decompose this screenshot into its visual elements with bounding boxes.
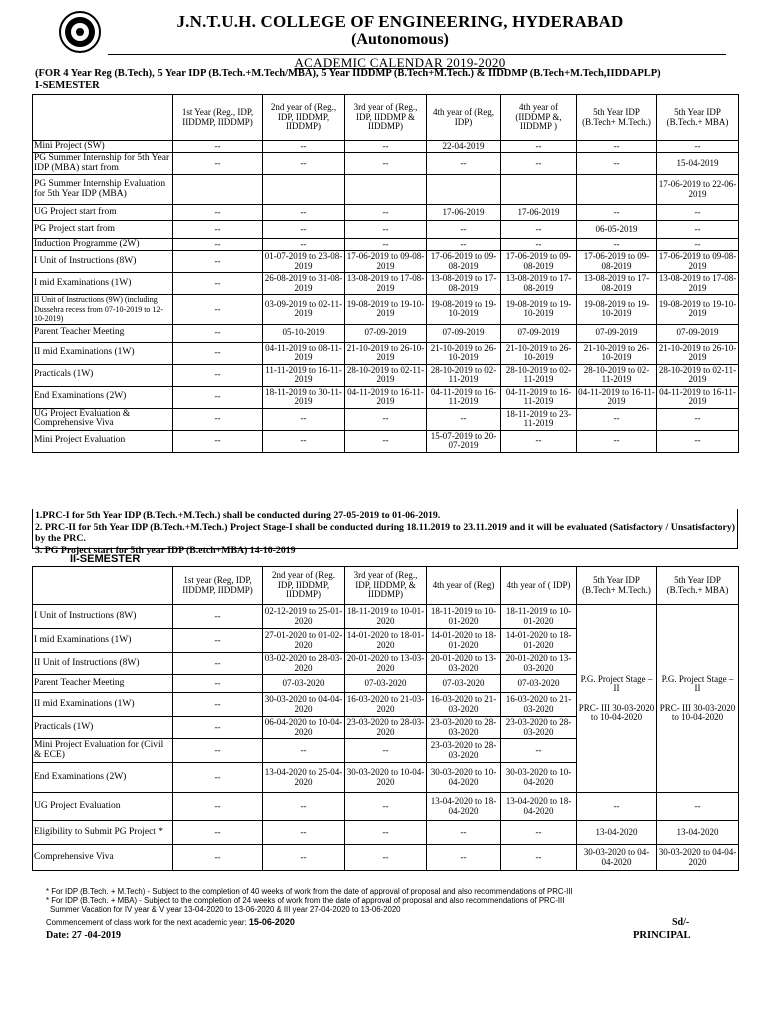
table-cell: -- [501,141,577,153]
table-cell: 03-02-2020 to 28-03-2020 [263,653,345,675]
table-row [33,239,739,251]
table-cell: 27-01-2020 to 01-02-2020 [263,629,345,653]
table-row [33,605,739,629]
table-row [33,342,739,364]
table-cell: 11-11-2019 to 16-11-2019 [263,364,345,386]
table-cell: -- [173,821,263,845]
table-cell: -- [173,273,263,295]
table-cell: 14-01-2020 to 18-01-2020 [345,629,427,653]
table-cell: -- [345,408,427,430]
table-cell: 28-10-2019 to 02-11-2019 [657,364,739,386]
table-row [33,386,739,408]
sem2-header-6: 5th Year IDP (B.Tech+ M.Tech.) [577,567,657,605]
table-cell: 17-06-2019 to 09-08-2019 [501,251,577,273]
table-cell: -- [501,153,577,175]
table-cell: 19-08-2019 to 19-10-2019 [427,295,501,325]
table-cell: -- [577,205,657,221]
table-cell: 30-03-2020 to 10-04-2020 [427,763,501,793]
table-cell: -- [657,408,739,430]
college-name: J.N.T.U.H. COLLEGE OF ENGINEERING, HYDERABAD [176,12,624,31]
footnote-2: * For IDP (B.Tech. + MBA) - Subject to the completion of 24 weeks of work from the date of approval of proposal and also recommendations of PRC-III [46,896,565,905]
table-cell: 13-08-2019 to 17-08-2019 [345,273,427,295]
table-cell: -- [173,239,263,251]
table-row [33,408,739,430]
table-cell: 26-08-2019 to 31-08-2019 [263,273,345,295]
table-cell: 04-11-2019 to 16-11-2019 [501,386,577,408]
table-cell: -- [263,221,345,239]
table-cell: -- [173,141,263,153]
table-cell: -- [173,221,263,239]
table-cell: -- [173,205,263,221]
table-cell: -- [173,629,263,653]
sem2-header-3: 3rd year of (Reg., IDP, IIDDMP, & IIDDMP) [345,567,427,605]
note-2: 2. PRC-II for 5th Year IDP (B.Tech.+M.Tech.) Project Stage-I shall be conducted during 18.11.2019 to 23.11.2019 and it will be evaluated (Satisfactory / Unsatisfactory) by the PRC. [35,521,735,544]
table-cell: 15-04-2019 [657,153,739,175]
table-cell: 04-11-2019 to 08-11-2019 [263,342,345,364]
table-cell: 04-11-2019 to 16-11-2019 [345,386,427,408]
sem1-header-6: 5th Year IDP (B.Tech+ M.Tech.) [577,95,657,141]
sem1-table [32,94,739,453]
row-label: Mini Project (SW) [33,141,173,153]
table-cell: 19-08-2019 to 19-10-2019 [501,295,577,325]
table-cell: -- [173,717,263,739]
table-cell: 16-03-2020 to 21-03-2020 [501,693,577,717]
table-cell: -- [427,821,501,845]
table-cell: 07-03-2020 [263,675,345,693]
table-cell: -- [501,239,577,251]
table-cell: 13-04-2020 to 25-04-2020 [263,763,345,793]
table-cell: -- [173,653,263,675]
table-cell: 21-10-2019 to 26-10-2019 [657,342,739,364]
table-cell: 17-06-2019 [427,205,501,221]
table-cell: 19-08-2019 to 19-10-2019 [577,295,657,325]
sem2-table [32,566,739,871]
table-cell [263,175,345,205]
table-cell: 18-11-2019 to 10-01-2020 [345,605,427,629]
table-cell: 07-03-2020 [427,675,501,693]
sem2-header-0 [33,567,173,605]
college-logo-icon [58,10,102,54]
row-label: II Unit of Instructions (9W) (including Dussehra recess from 07-10-2019 to 12-10-2019) [33,295,173,325]
table-cell: 23-03-2020 to 28-03-2020 [345,717,427,739]
table-cell: -- [263,408,345,430]
sem1-notes [32,509,738,556]
table-cell: -- [501,221,577,239]
pg-project-stage-cell [657,605,739,793]
table-cell: -- [345,821,427,845]
table-cell: -- [173,251,263,273]
table-cell: -- [657,793,739,821]
table-cell: 01-07-2019 to 23-08-2019 [263,251,345,273]
table-cell: 18-11-2019 to 10-01-2020 [501,605,577,629]
table-cell: -- [345,239,427,251]
sem1-header-0 [33,95,173,141]
table-cell: 17-06-2019 to 09-08-2019 [657,251,739,273]
table-cell: -- [577,141,657,153]
row-label: II mid Examinations (1W) [33,693,173,717]
table-cell: 07-03-2020 [345,675,427,693]
sem2-header-5: 4th year of ( IDP) [501,567,577,605]
row-label: Induction Programme (2W) [33,239,173,251]
table-cell: 13-08-2019 to 17-08-2019 [577,273,657,295]
table-cell: -- [173,153,263,175]
table-row [33,205,739,221]
table-cell: 13-04-2020 [577,821,657,845]
table-cell: -- [657,430,739,452]
table-cell: -- [263,739,345,763]
table-row [33,845,739,871]
row-label: PG Summer Internship Evaluation for 5th Year IDP (MBA) [33,175,173,205]
row-label: End Examinations (2W) [33,763,173,793]
sem1-header-3: 3rd year of (Reg., IDP, IIDDMP & IIDDMP) [345,95,427,141]
table-cell: 30-03-2020 to 04-04-2020 [657,845,739,871]
note-1: 1.PRC-I for 5th Year IDP (B.Tech.+M.Tech.) shall be conducted during 27-05-2019 to 01-06-2019. [35,510,441,521]
sem2-header-2: 2nd year of (Reg. IDP, IIDDMP, IIDDMP) [263,567,345,605]
sem2-label: II-SEMESTER [70,553,141,565]
table-cell: 17-06-2019 to 09-08-2019 [427,251,501,273]
table-cell: -- [173,324,263,342]
note-3: 3. PG Project start for 5th year IDP (B.etch+MBA) 14-10-2019 [35,544,296,556]
table-cell: -- [263,239,345,251]
table-cell: 13-04-2020 to 18-04-2020 [501,793,577,821]
table-cell: 20-01-2020 to 13-03-2020 [501,653,577,675]
row-label: Practicals (1W) [33,717,173,739]
table-cell: 21-10-2019 to 26-10-2019 [427,342,501,364]
table-cell: -- [173,295,263,325]
row-label: PG Summer Internship for 5th Year IDP (MBA) start from [33,153,173,175]
table-cell: 07-09-2019 [345,324,427,342]
table-cell: 02-12-2019 to 25-01-2020 [263,605,345,629]
table-cell: 03-09-2019 to 02-11-2019 [263,295,345,325]
footnote-1: * For IDP (B.Tech. + M.Tech) - Subject to the completion of 40 weeks of work from the date of approval of proposal and also recommendations of PRC-III [46,887,573,896]
table-cell: 04-11-2019 to 16-11-2019 [657,386,739,408]
row-label: UG Project Evaluation [33,793,173,821]
table-cell: 21-10-2019 to 26-10-2019 [577,342,657,364]
table-row [33,221,739,239]
row-label: II Unit of Instructions (8W) [33,653,173,675]
table-cell: 28-10-2019 to 02-11-2019 [427,364,501,386]
autonomous-label: (Autonomous) [351,31,449,48]
issue-date: Date: 27 -04-2019 [46,930,121,941]
table-cell: -- [345,793,427,821]
table-cell: -- [577,430,657,452]
pg-project-stage-cell [577,605,657,793]
table-cell: 13-08-2019 to 17-08-2019 [427,273,501,295]
table-cell: -- [345,739,427,763]
row-label: Practicals (1W) [33,364,173,386]
table-cell: 17-06-2019 to 22-06-2019 [657,175,739,205]
row-label: II mid Examinations (1W) [33,342,173,364]
sem1-label: I-SEMESTER [35,80,100,91]
table-cell: 20-01-2020 to 13-03-2020 [427,653,501,675]
table-cell: -- [173,430,263,452]
sem1-header-7: 5th Year IDP (B.Tech.+ MBA) [657,95,739,141]
table-cell: -- [263,205,345,221]
table-cell: -- [501,845,577,871]
sem2-header-4: 4th year of (Reg) [427,567,501,605]
table-cell: -- [427,153,501,175]
table-cell: -- [657,205,739,221]
sem2-header-7: 5th Year IDP (B.Tech.+ MBA) [657,567,739,605]
table-cell: -- [263,793,345,821]
table-cell: -- [173,739,263,763]
table-cell: 13-04-2020 to 18-04-2020 [427,793,501,821]
table-cell: 23-03-2020 to 28-03-2020 [427,739,501,763]
footnote-3: Summer Vacation for IV year & V year 13-04-2020 to 13-06-2020 & III year 27-04-2020 to 13-06-2020 [50,905,401,914]
table-cell: -- [173,386,263,408]
table-cell: -- [263,430,345,452]
row-label: Parent Teacher Meeting [33,675,173,693]
sem1-header-2: 2nd year of (Reg., IDP, IIDDMP, IIDDMP) [263,95,345,141]
table-cell: -- [263,141,345,153]
table-cell: -- [657,141,739,153]
commencement-line [46,918,295,928]
table-cell: -- [173,845,263,871]
sem1-header-1: 1st Year (Reg., IDP, IIDDMP, IIDDMP) [173,95,263,141]
table-row [33,430,739,452]
table-cell: -- [173,763,263,793]
table-cell [501,175,577,205]
sem1-header-4: 4th year of (Reg, IDP) [427,95,501,141]
table-cell: -- [173,408,263,430]
table-cell: 07-09-2019 [657,324,739,342]
principal-label: PRINCIPAL [633,930,691,941]
table-cell: -- [427,221,501,239]
subtitle-text: (FOR 4 Year Reg (B.Tech), 5 Year IDP (B.Tech.+M.Tech/MBA), 5 Year IIDDMP (B.Tech+M.Tech.) & IIDDMP (B.Tech+M.Tech,IIDDAPLP) [35,68,661,79]
table-cell: 13-04-2020 [657,821,739,845]
table-row [33,364,739,386]
row-label: Mini Project Evaluation for (Civil & ECE) [33,739,173,763]
table-cell: -- [345,430,427,452]
pg-stage-label: P.G. Project Stage – II [580,673,653,693]
table-cell: 30-03-2020 to 10-04-2020 [345,763,427,793]
table-cell: 07-09-2019 [427,324,501,342]
table-cell: 05-10-2019 [263,324,345,342]
table-cell: 17-06-2019 to 09-08-2019 [577,251,657,273]
table-cell: -- [577,793,657,821]
table-cell: -- [263,821,345,845]
table-cell: 06-05-2019 [577,221,657,239]
table-cell [427,175,501,205]
row-label: I mid Examinations (1W) [33,629,173,653]
sem1-header-5: 4th year of (IIDDMP &, IIDDMP ) [501,95,577,141]
table-cell: -- [345,205,427,221]
row-label: I Unit of Instructions (8W) [33,251,173,273]
table-row [33,295,739,325]
table-cell: 30-03-2020 to 04-04-2020 [577,845,657,871]
table-cell: 28-10-2019 to 02-11-2019 [577,364,657,386]
table-cell: -- [501,430,577,452]
table-cell: 07-09-2019 [501,324,577,342]
table-cell: -- [173,364,263,386]
table-cell: -- [427,845,501,871]
commence-date: 15-06-2020 [248,917,295,927]
table-cell: 28-10-2019 to 02-11-2019 [501,364,577,386]
row-label: Mini Project Evaluation [33,430,173,452]
table-cell: 19-08-2019 to 19-10-2019 [345,295,427,325]
table-cell: 28-10-2019 to 02-11-2019 [345,364,427,386]
table-row [33,273,739,295]
table-cell [345,175,427,205]
table-cell: 14-01-2020 to 18-01-2020 [501,629,577,653]
commence-text: Commencement of class work for the next academic year: [46,918,249,927]
table-row [33,251,739,273]
table-cell: 04-11-2019 to 16-11-2019 [427,386,501,408]
row-label: Eligibility to Submit PG Project * [33,821,173,845]
table-cell: 07-09-2019 [577,324,657,342]
signed-mark: Sd/- [672,917,690,928]
table-cell: 18-11-2019 to 10-01-2020 [427,605,501,629]
table-cell: -- [345,221,427,239]
row-label: I Unit of Instructions (8W) [33,605,173,629]
row-label: End Examinations (2W) [33,386,173,408]
table-cell: -- [345,141,427,153]
row-label: Parent Teacher Meeting [33,324,173,342]
sem2-header-1: 1st year (Reg, IDP, IIDDMP, IIDDMP) [173,567,263,605]
table-row [33,821,739,845]
table-cell: 13-08-2019 to 17-08-2019 [657,273,739,295]
table-cell: 04-11-2019 to 16-11-2019 [578,386,655,406]
table-cell: -- [173,675,263,693]
table-cell: -- [263,153,345,175]
table-cell: -- [173,693,263,717]
table-cell: 14-01-2020 to 18-01-2020 [427,629,501,653]
table-cell: 16-03-2020 to 21-03-2020 [345,693,427,717]
table-cell: -- [657,239,739,251]
table-cell: -- [577,408,657,430]
table-cell: -- [427,239,501,251]
table-cell: -- [345,845,427,871]
table-row [33,793,739,821]
calendar-title: ACADEMIC CALENDAR 2019-2020 [294,55,506,70]
row-label: UG Project start from [33,205,173,221]
table-row [33,324,739,342]
table-cell: 06-04-2020 to 10-04-2020 [263,717,345,739]
table-cell: 16-03-2020 to 21-03-2020 [427,693,501,717]
table-cell: 23-03-2020 to 28-03-2020 [501,717,577,739]
table-row [33,141,739,153]
programs-subtitle [35,68,755,92]
table-cell: 17-06-2019 to 09-08-2019 [345,251,427,273]
table-cell: 18-11-2019 to 23-11-2019 [501,408,577,430]
prc-iii-dates: PRC- III 30-03-2020 to 10-04-2020 [659,702,736,722]
table-cell: -- [657,221,739,239]
table-cell: 15-07-2019 to 20-07-2019 [427,430,501,452]
table-cell: -- [263,845,345,871]
table-cell: -- [427,408,501,430]
table-cell: -- [577,239,657,251]
table-cell: 21-10-2019 to 26-10-2019 [501,342,577,364]
table-cell: -- [501,739,577,763]
table-cell: 20-01-2020 to 13-03-2020 [345,653,427,675]
table-cell [577,175,657,205]
table-cell [173,175,263,205]
table-cell: 23-03-2020 to 28-03-2020 [427,717,501,739]
row-label: Comprehensive Viva [33,845,173,871]
table-cell: -- [173,793,263,821]
table-cell: 30-03-2020 to 04-04-2020 [263,693,345,717]
table-cell: 07-03-2020 [501,675,577,693]
table-row [33,175,739,205]
pg-stage-label: P.G. Project Stage – II [661,673,734,693]
table-row [33,153,739,175]
table-cell: 30-03-2020 to 10-04-2020 [501,763,577,793]
table-cell: -- [345,153,427,175]
row-label: PG Project start from [33,221,173,239]
table-cell: -- [501,821,577,845]
row-label: I mid Examinations (1W) [33,273,173,295]
row-label: UG Project Evaluation & Comprehensive Viva [33,408,173,430]
table-cell: -- [173,342,263,364]
table-cell: -- [173,605,263,629]
table-cell: 17-06-2019 [501,205,577,221]
table-cell: 18-11-2019 to 30-11-2019 [263,386,345,408]
prc-iii-dates: PRC- III 30-03-2020 to 10-04-2020 [578,702,655,722]
table-cell: 13-08-2019 to 17-08-2019 [501,273,577,295]
table-cell: 19-08-2019 to 19-10-2019 [657,295,739,325]
table-cell: 22-04-2019 [427,141,501,153]
table-cell: 21-10-2019 to 26-10-2019 [345,342,427,364]
table-cell: -- [577,153,657,175]
